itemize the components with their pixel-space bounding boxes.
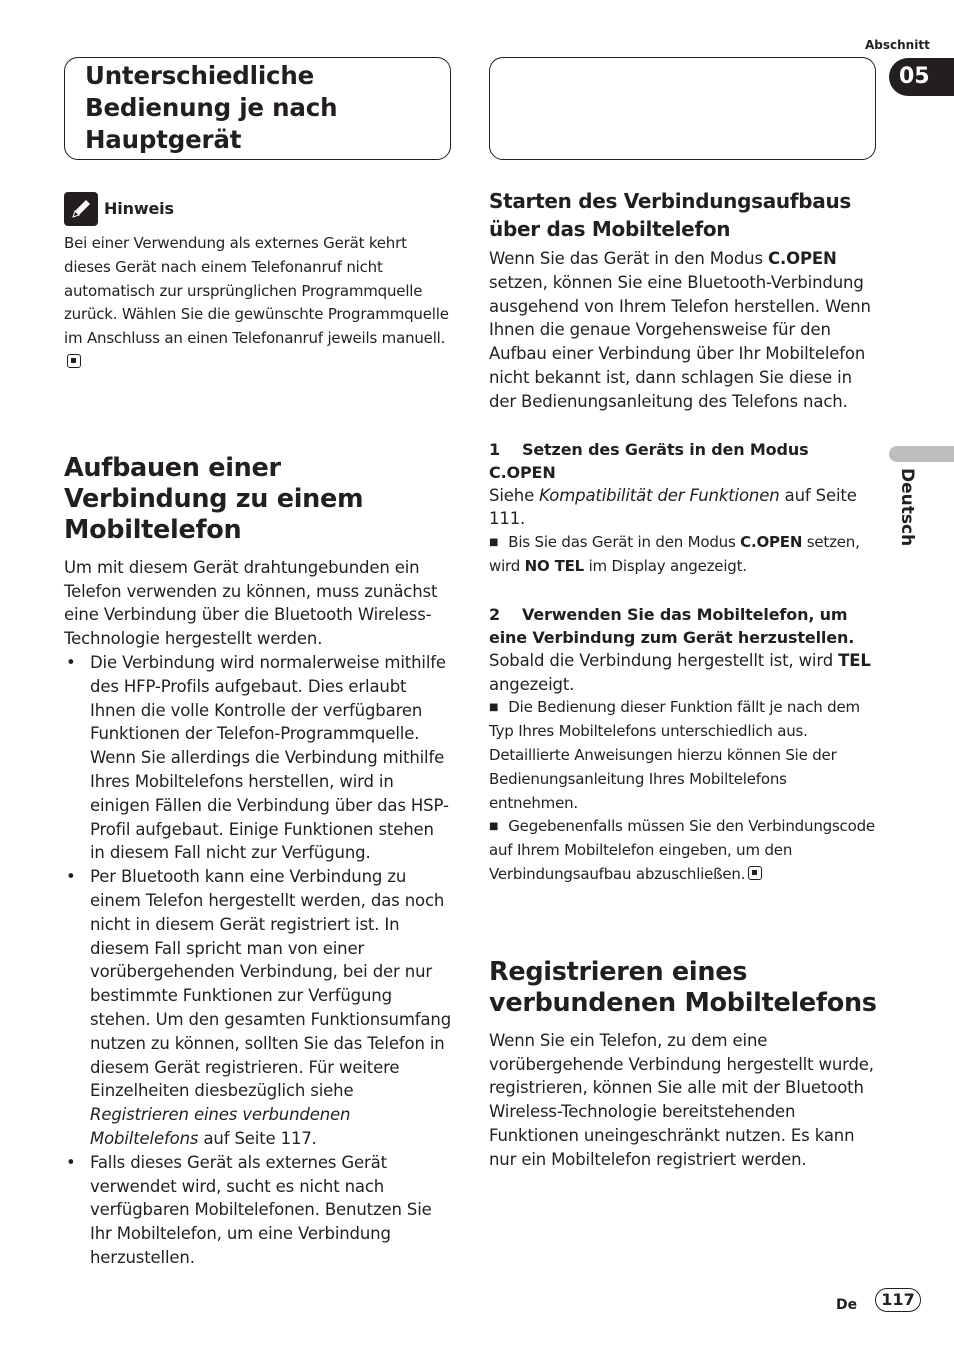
step-2-text: Sobald die Verbindung hergestellt ist, wird TEL angezeigt.: [489, 650, 871, 694]
section-title-register: Registrieren eines verbundenen Mobiltelefons: [489, 956, 877, 1018]
connect-intro: Um mit diesem Gerät drahtungebunden ein Telefon verwenden zu können, muss zunächst eine Verbindung über die Bluetooth Wireless-Technologie hergestellt werden.: [64, 557, 438, 649]
footer-language: De: [836, 1297, 858, 1313]
section-number-badge: 05: [889, 58, 954, 96]
page-number: 117: [875, 1288, 921, 1312]
left-column: [64, 192, 452, 1270]
right-column: [489, 187, 879, 1172]
language-tab-label: Deutsch: [897, 468, 917, 547]
connect-bullet-list: [64, 651, 452, 1270]
cross-reference: Kompatibilität der Funktionen: [539, 485, 780, 505]
note-text: Bei einer Verwendung als externes Gerät kehrt dieses Gerät nach einem Telefonanruf nicht automatisch zur ursprünglichen Programmquelle zurück. Wählen Sie die gewünschte Programmquelle im Anschluss an einen Telefonanruf jeweils manuell.: [64, 232, 452, 375]
step-1-text: Siehe Kompatibilität der Funktionen auf Seite 111.: [489, 485, 857, 529]
section-label: Abschnitt: [865, 38, 930, 52]
chapter-header-box: [64, 57, 451, 160]
square-bullet-icon: ■: [489, 702, 499, 714]
square-bullet-icon: ■: [489, 821, 499, 833]
note-header: [64, 192, 452, 226]
list-item: • Falls dieses Gerät als externes Gerät verwendet wird, sucht es nicht nach verfügbaren Mobiltelefonen. Benutzen Sie Ihr Mobiltelefon, um eine Verbindung herzustellen.: [64, 1151, 452, 1270]
note-title: Hinweis: [104, 199, 174, 219]
cross-reference: Registrieren eines verbundenen Mobiltelefons: [90, 1105, 351, 1148]
end-mark-icon: [748, 866, 762, 880]
chapter-title: Unterschiedliche Bedienung je nach Hauptgerät: [85, 61, 338, 154]
empty-header-box: [489, 57, 876, 160]
step-2-note-1: ■ Die Bedienung dieser Funktion fällt je nach dem Typ Ihres Mobiltelefons unterschiedlich aus. Detaillierte Anweisungen hierzu können Sie der Bedienungsanleitung Ihres Mobiltelefons entnehmen.: [489, 698, 860, 812]
language-tab-marker: [889, 446, 954, 462]
step-number: 2: [489, 604, 500, 624]
step-2-note-2: ■ Gegebenenfalls müssen Sie den Verbindungscode auf Ihrem Mobiltelefon eingeben, um den Verbindungsaufbau abzuschließen.: [489, 817, 875, 883]
list-item: • Die Verbindung wird normalerweise mithilfe des HFP-Profils aufgebaut. Dies erlaubt Ihnen die volle Kontrolle der verfügbaren Funktionen der Telefon-Programmquelle. Wenn Sie allerdings die Verbindung mithilfe Ihres Mobiltelefons herstellen, wird in einigen Fällen die Verbindung über das HSP-Profil aufgebaut. Einige Funktionen stehen in diesem Fall nicht zur Verfügung.: [64, 651, 452, 865]
list-item: • Per Bluetooth kann eine Verbindung zu einem Telefon hergestellt werden, das noch nicht in diesem Gerät registriert ist. In diesem Fall spricht man von einer vorübergehenden Verbindung, bei der nur bestimmte Funktionen zur Verfügung stehen. Um den gesamten Funktionsumfang nutzen zu können, sollten Sie das Telefon in diesem Gerät registrieren. Für weitere Einzelheiten diesbezüglich siehe Registrieren eines verbundenen Mobiltelefons auf Seite 117.: [64, 865, 452, 1151]
end-mark-icon: [67, 354, 81, 368]
step-2-heading: 2 Verwenden Sie das Mobiltelefon, um eine Verbindung zum Gerät herzustellen.: [489, 604, 855, 647]
register-text: Wenn Sie ein Telefon, zu dem eine vorübergehende Verbindung hergestellt wurde, registrieren, können Sie alle mit der Bluetooth Wireless-Technologie bereitstehenden Funktionen uneingeschränkt nutzen. Es kann nur ein Mobiltelefon registriert werden.: [489, 1030, 874, 1169]
square-bullet-icon: ■: [489, 537, 499, 549]
step-1-note: ■ Bis Sie das Gerät in den Modus C.OPEN setzen, wird NO TEL im Display angezeigt.: [489, 533, 860, 575]
step-number: 1: [489, 439, 500, 459]
pencil-note-icon: [64, 192, 98, 226]
step-1-heading: 1 Setzen des Geräts in den Modus C.OPEN: [489, 439, 809, 482]
section-title-connect: Aufbauen einer Verbindung zu einem Mobiltelefon: [64, 452, 364, 545]
section-title-start: Starten des Verbindungsaufbaus über das Mobiltelefon: [489, 189, 852, 241]
start-paragraph: Wenn Sie das Gerät in den Modus C.OPEN setzen, können Sie eine Bluetooth-Verbindung ausgehend von Ihrem Telefon herstellen. Wenn Ihnen die genaue Vorgehensweise für den Aufbau einer Verbindung über Ihr Mobiltelefon nicht bekannt ist, dann schlagen Sie diese in der Bedienungsanleitung des Telefons nach.: [489, 249, 871, 411]
